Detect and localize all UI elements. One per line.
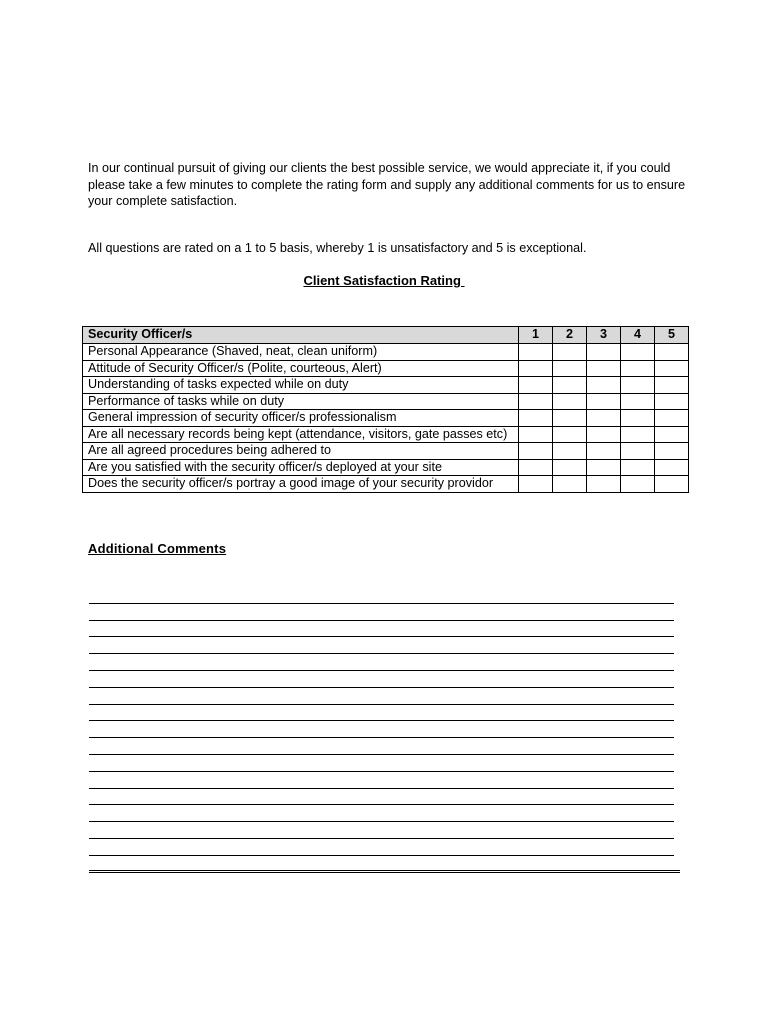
comment-line[interactable] xyxy=(89,688,674,705)
comments-title: Additional Comments xyxy=(88,541,227,556)
score-box-4[interactable] xyxy=(621,344,655,361)
question-text: Does the security officer/s portray a good image of your security providor xyxy=(83,476,519,493)
question-row xyxy=(83,344,689,361)
score-box-5[interactable] xyxy=(655,443,689,460)
comment-line[interactable] xyxy=(89,822,674,839)
score-box-2[interactable] xyxy=(553,426,587,443)
comment-line[interactable] xyxy=(89,738,674,755)
score-header-2: 2 xyxy=(553,327,587,344)
comment-line[interactable] xyxy=(89,839,674,856)
comment-line[interactable] xyxy=(89,587,674,604)
score-box-5[interactable] xyxy=(655,393,689,410)
score-box-3[interactable] xyxy=(587,426,621,443)
score-box-4[interactable] xyxy=(621,360,655,377)
score-box-3[interactable] xyxy=(587,459,621,476)
question-text: Understanding of tasks expected while on duty xyxy=(83,377,519,394)
score-box-1[interactable] xyxy=(519,393,553,410)
score-box-1[interactable] xyxy=(519,360,553,377)
score-box-1[interactable] xyxy=(519,410,553,427)
score-box-2[interactable] xyxy=(553,377,587,394)
comment-line[interactable] xyxy=(89,621,674,638)
form-title: Client Satisfaction Rating xyxy=(303,273,465,288)
question-row xyxy=(83,426,689,443)
score-box-5[interactable] xyxy=(655,344,689,361)
score-box-1[interactable] xyxy=(519,459,553,476)
score-box-2[interactable] xyxy=(553,393,587,410)
score-header-4: 4 xyxy=(621,327,655,344)
comment-line[interactable] xyxy=(89,856,680,873)
score-box-2[interactable] xyxy=(553,443,587,460)
score-box-5[interactable] xyxy=(655,410,689,427)
comment-line[interactable] xyxy=(89,671,674,688)
score-box-4[interactable] xyxy=(621,459,655,476)
score-box-1[interactable] xyxy=(519,344,553,361)
score-box-4[interactable] xyxy=(621,426,655,443)
question-rows xyxy=(83,344,689,493)
comment-line[interactable] xyxy=(89,637,674,654)
question-row xyxy=(83,393,689,410)
rating-table xyxy=(82,326,689,493)
question-text: Are all necessary records being kept (attendance, visitors, gate passes etc) xyxy=(83,426,519,443)
question-text: Performance of tasks while on duty xyxy=(83,393,519,410)
score-box-3[interactable] xyxy=(587,410,621,427)
score-header-5: 5 xyxy=(655,327,689,344)
score-header-3: 3 xyxy=(587,327,621,344)
score-box-4[interactable] xyxy=(621,377,655,394)
comment-line[interactable] xyxy=(89,755,674,772)
score-box-5[interactable] xyxy=(655,377,689,394)
rating-header-row xyxy=(83,327,689,344)
score-box-1[interactable] xyxy=(519,443,553,460)
score-box-5[interactable] xyxy=(655,426,689,443)
comment-line[interactable] xyxy=(89,789,674,806)
comment-line[interactable] xyxy=(89,772,674,789)
score-box-1[interactable] xyxy=(519,377,553,394)
score-box-4[interactable] xyxy=(621,443,655,460)
comment-line[interactable] xyxy=(89,805,674,822)
score-box-3[interactable] xyxy=(587,344,621,361)
question-text: General impression of security officer/s professionalism xyxy=(83,410,519,427)
question-row xyxy=(83,377,689,394)
comment-line[interactable] xyxy=(89,604,674,621)
question-text: Attitude of Security Officer/s (Polite, courteous, Alert) xyxy=(83,360,519,377)
question-text: Personal Appearance (Shaved, neat, clean uniform) xyxy=(83,344,519,361)
score-box-4[interactable] xyxy=(621,393,655,410)
question-row xyxy=(83,410,689,427)
rating-basis-text: All questions are rated on a 1 to 5 basis, whereby 1 is unsatisfactory and 5 is exceptional. xyxy=(88,241,587,255)
question-row xyxy=(83,360,689,377)
comment-line[interactable] xyxy=(89,721,674,738)
score-box-5[interactable] xyxy=(655,459,689,476)
score-box-2[interactable] xyxy=(553,410,587,427)
comment-line[interactable] xyxy=(89,654,674,671)
score-box-4[interactable] xyxy=(621,476,655,493)
score-box-2[interactable] xyxy=(553,360,587,377)
question-row xyxy=(83,459,689,476)
question-row xyxy=(83,476,689,493)
intro-paragraph: In our continual pursuit of giving our clients the best possible service, we would appreciate it, if you could please take a few minutes to complete the rating form and supply any additional comments for us to ensure your complete satisfaction. xyxy=(88,161,686,208)
score-box-3[interactable] xyxy=(587,360,621,377)
score-box-3[interactable] xyxy=(587,443,621,460)
score-header-1: 1 xyxy=(519,327,553,344)
score-box-1[interactable] xyxy=(519,426,553,443)
score-box-3[interactable] xyxy=(587,476,621,493)
score-box-2[interactable] xyxy=(553,459,587,476)
comment-lines[interactable] xyxy=(89,587,674,873)
question-row xyxy=(83,443,689,460)
score-box-5[interactable] xyxy=(655,476,689,493)
score-box-2[interactable] xyxy=(553,344,587,361)
score-box-2[interactable] xyxy=(553,476,587,493)
question-text: Are you satisfied with the security officer/s deployed at your site xyxy=(83,459,519,476)
comment-line[interactable] xyxy=(89,705,674,722)
rating-header-label: Security Officer/s xyxy=(83,327,519,344)
score-box-4[interactable] xyxy=(621,410,655,427)
score-box-3[interactable] xyxy=(587,377,621,394)
score-box-1[interactable] xyxy=(519,476,553,493)
question-text: Are all agreed procedures being adhered to xyxy=(83,443,519,460)
score-box-3[interactable] xyxy=(587,393,621,410)
score-box-5[interactable] xyxy=(655,360,689,377)
